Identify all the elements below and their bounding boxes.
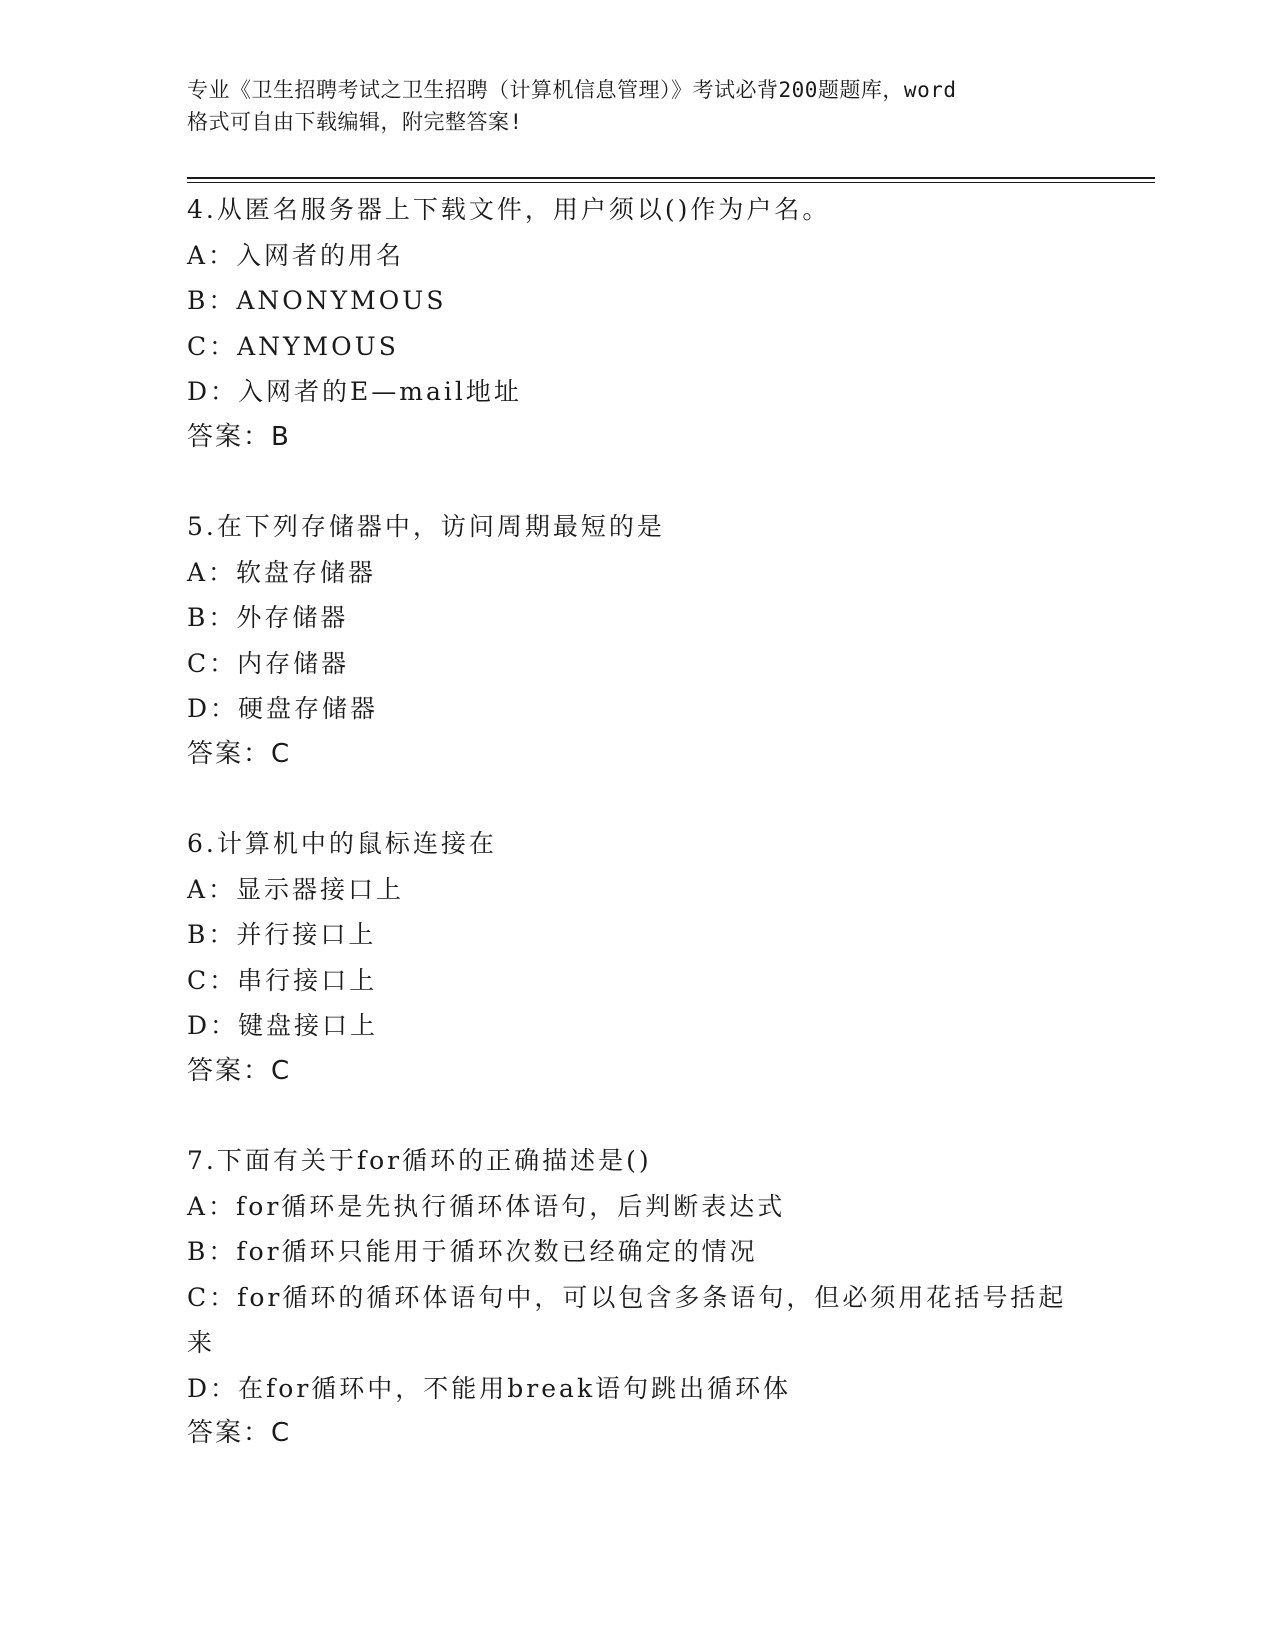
option-c: C：内存储器	[187, 648, 350, 678]
option-b: B：for循环只能用于循环次数已经确定的情况	[187, 1237, 758, 1266]
option-d: D：硬盘存储器	[187, 694, 379, 723]
option-b: B：ANONYMOUS	[187, 286, 447, 315]
question-stem: 4.从匿名服务器上下载文件，用户须以()作为户名。	[187, 195, 831, 224]
header-line-1: 专业《卫生招聘考试之卫生招聘（计算机信息管理）》考试必背200题题库，word	[187, 78, 957, 102]
question-5	[187, 504, 1087, 777]
option-c: C：ANYMOUS	[187, 331, 399, 361]
question-4	[187, 187, 1087, 460]
question-stem: 7.下面有关于for循环的正确描述是()	[187, 1146, 652, 1175]
option-c: C：串行接口上	[187, 965, 378, 995]
option-a: A：显示器接口上	[187, 874, 405, 904]
answer-label: 答案：C	[187, 1418, 292, 1448]
option-c: C：for循环的循环体语句中，可以包含多条语句，但必须用花括号括起来	[187, 1282, 1067, 1357]
answer-label: 答案：C	[187, 738, 292, 769]
answer-label: 答案：C	[187, 1055, 292, 1086]
header-line-2: 格式可自由下载编辑，附完整答案!	[187, 110, 523, 134]
option-a: A：软盘存储器	[187, 557, 377, 587]
question-6	[187, 821, 1087, 1094]
option-d: D：在for循环中，不能用break语句跳出循环体	[187, 1373, 792, 1403]
option-a: A：入网者的用名	[187, 240, 405, 270]
option-b: B：外存储器	[187, 603, 349, 632]
option-d: D：键盘接口上	[187, 1011, 379, 1040]
question-stem: 5.在下列存储器中，访问周期最短的是	[187, 512, 665, 541]
question-stem: 6.计算机中的鼠标连接在	[187, 829, 497, 858]
option-b: B：并行接口上	[187, 920, 377, 949]
header-divider-thick	[187, 177, 1155, 179]
answer-label: 答案：B	[187, 421, 291, 452]
option-d: D：入网者的E—mail地址	[187, 377, 522, 406]
header-divider-thin	[187, 182, 1155, 183]
question-list	[187, 187, 1087, 1501]
question-7	[187, 1138, 1087, 1457]
document-header	[187, 74, 1087, 138]
option-a: A：for循环是先执行循环体语句，后判断表达式	[187, 1191, 786, 1221]
